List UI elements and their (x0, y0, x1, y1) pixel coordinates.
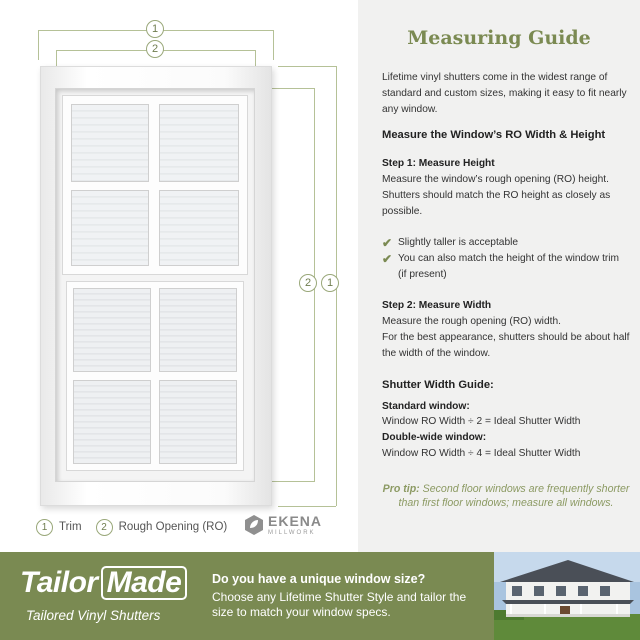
step1-body: Measure the window’s rough opening (RO) height. Shutters should match the RO height as closely as possible. (382, 174, 611, 217)
legend-marker-2: 2 (96, 519, 113, 536)
tailormade-word-made: Made (101, 566, 188, 600)
legend-label-ro: Rough Opening (RO) (118, 521, 228, 533)
trim-width-tick-left (38, 30, 39, 60)
dimension-marker-1-top: 1 (146, 20, 164, 38)
brand-subtitle: MILLWORK (268, 530, 316, 536)
step2-body-2: For the best appearance, shutters should be about half the width of the window. (382, 332, 630, 359)
check-item-taller (382, 235, 630, 251)
step2-title: Step 2: Measure Width (382, 300, 492, 311)
window-pane (71, 104, 149, 182)
pro-tip-text: Second floor windows are frequently shorter than first floor windows; measure all windows. (398, 483, 630, 509)
dimension-marker-2-side: 2 (299, 274, 317, 292)
check-text: You can also match the height of the window trim (if present) (398, 253, 620, 280)
double-window-formula: Window RO Width ÷ 4 = Ideal Shutter Width (382, 448, 581, 459)
check-item-trim (382, 251, 630, 283)
legend (36, 516, 241, 538)
window-pane (71, 190, 149, 266)
standard-window-formula: Window RO Width ÷ 2 = Ideal Shutter Width (382, 416, 581, 427)
guide-intro: Lifetime vinyl shutters come in the widest range of standard and custom sizes, making it easy to fit nearly any window. (382, 72, 627, 115)
legend-label-trim: Trim (59, 521, 82, 533)
window-pane (159, 190, 239, 266)
window-pane (73, 380, 151, 464)
guide-title: Measuring Guide (407, 27, 591, 49)
tailormade-subtitle: Tailored Vinyl Shutters (26, 608, 161, 623)
ekena-logo (244, 514, 322, 536)
house-photo (494, 552, 640, 640)
banner-body: Choose any Lifetime Shutter Style and tailor the size to match your window specs. (212, 590, 467, 619)
window-rough-opening (55, 88, 255, 482)
legend-item-trim (36, 519, 82, 536)
check-text: Slightly taller is acceptable (398, 237, 519, 248)
lower-sash (66, 281, 244, 471)
window-pane (159, 380, 237, 464)
check-icon: ✔ (382, 236, 393, 250)
pro-tip-label: Pro tip: (382, 483, 420, 495)
trim-height-tick-bottom (278, 506, 336, 507)
window-pane (159, 288, 237, 372)
window-pane (159, 104, 239, 182)
legend-item-ro (96, 519, 228, 536)
dimension-marker-1-side: 1 (321, 274, 339, 292)
standard-window-label: Standard window: (382, 401, 470, 412)
step2-body-1: Measure the rough opening (RO) width. (382, 316, 561, 327)
section-heading-measure: Measure the Window’s RO Width & Height (382, 129, 606, 141)
window-pane (73, 288, 151, 372)
trim-height-tick-top (278, 66, 336, 67)
banner-headline: Do you have a unique window size? (212, 572, 426, 586)
ekena-leaf-icon (244, 514, 264, 536)
check-icon: ✔ (382, 252, 393, 266)
double-window-label: Double-wide window: (382, 432, 487, 443)
trim-width-tick-right (273, 30, 274, 60)
upper-sash (62, 95, 248, 275)
brand-name: EKENA (268, 513, 323, 529)
legend-marker-1: 1 (36, 519, 53, 536)
step1-title: Step 1: Measure Height (382, 158, 495, 169)
dimension-marker-2-top: 2 (146, 40, 164, 58)
tailormade-logo (20, 566, 187, 600)
pro-tip (378, 482, 634, 510)
tailormade-word-tailor: Tailor (20, 566, 98, 599)
width-guide-heading: Shutter Width Guide: (382, 379, 494, 391)
